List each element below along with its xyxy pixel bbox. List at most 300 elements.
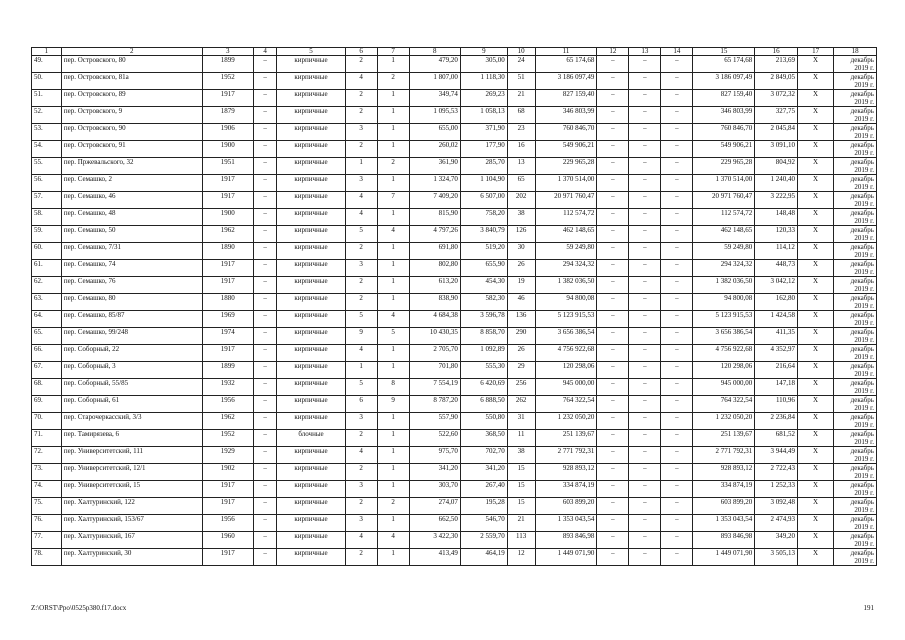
cell-year-built: 1899 (202, 362, 253, 379)
cell-deadline: декабрь 2019 г. (834, 311, 877, 328)
cell-living-area: 269,23 (460, 90, 507, 107)
header-cell-col-14: 14 (661, 48, 693, 56)
header-cell-row-number: 1 (32, 48, 62, 56)
cell-floors: 2 (345, 498, 377, 515)
cell-year-built: 1917 (202, 260, 253, 277)
cell-col-13: – (629, 311, 661, 328)
cell-row-number: 58. (32, 209, 62, 226)
cell-cost-total: 112 574,72 (535, 209, 597, 226)
cell-row-number: 73. (32, 464, 62, 481)
cell-col-13: – (629, 175, 661, 192)
cell-residents: 46 (507, 294, 535, 311)
cell-living-area: 305,00 (460, 56, 507, 73)
cell-total-area: 691,80 (409, 243, 460, 260)
cell-residents: 262 (507, 396, 535, 413)
cell-col-14: – (661, 90, 693, 107)
cell-cost-per-sqm: 3 042,12 (755, 277, 798, 294)
cell-year-built: 1917 (202, 175, 253, 192)
cell-entrances: 1 (377, 481, 409, 498)
header-cell-floors: 6 (345, 48, 377, 56)
table-row (32, 175, 877, 192)
cell-row-number: 49. (32, 56, 62, 73)
cell-wall-material: кирпичные (277, 447, 345, 464)
header-cell-cost-total: 11 (535, 48, 597, 56)
cell-row-number: 54. (32, 141, 62, 158)
cell-col-12: – (597, 464, 629, 481)
cell-cost-summary: 462 148,65 (693, 226, 755, 243)
cell-living-area: 519,20 (460, 243, 507, 260)
cell-living-area: 1 058,13 (460, 107, 507, 124)
cell-col-13: – (629, 481, 661, 498)
cell-deadline: декабрь 2019 г. (834, 379, 877, 396)
cell-cost-summary: 2 771 792,31 (693, 447, 755, 464)
cell-floors: 4 (345, 447, 377, 464)
cell-col-4: – (253, 175, 276, 192)
cell-floors: 2 (345, 294, 377, 311)
cell-cost-summary: 229 965,28 (693, 158, 755, 175)
cell-entrances: 8 (377, 379, 409, 396)
cell-cost-total: 945 000,00 (535, 379, 597, 396)
cell-total-area: 8 787,20 (409, 396, 460, 413)
cell-wall-material: кирпичные (277, 294, 345, 311)
cell-cost-total: 20 971 760,47 (535, 192, 597, 209)
cell-entrances: 1 (377, 56, 409, 73)
cell-address: пер. Островского, 81а (61, 73, 202, 90)
cell-living-area: 3 596,78 (460, 311, 507, 328)
cell-floors: 3 (345, 515, 377, 532)
cell-row-number: 68. (32, 379, 62, 396)
cell-wall-material: кирпичные (277, 362, 345, 379)
cell-method-mark: X (797, 396, 833, 413)
cell-entrances: 9 (377, 396, 409, 413)
cell-floors: 2 (345, 56, 377, 73)
cell-cost-per-sqm: 448,73 (755, 260, 798, 277)
cell-cost-per-sqm: 148,48 (755, 209, 798, 226)
cell-cost-total: 1 232 050,20 (535, 413, 597, 430)
table-row (32, 362, 877, 379)
cell-year-built: 1890 (202, 243, 253, 260)
cell-floors: 2 (345, 549, 377, 566)
cell-year-built: 1960 (202, 532, 253, 549)
cell-year-built: 1974 (202, 328, 253, 345)
cell-cost-summary: 945 000,00 (693, 379, 755, 396)
cell-col-13: – (629, 141, 661, 158)
cell-row-number: 56. (32, 175, 62, 192)
cell-address: пер. Соборный, 55/85 (61, 379, 202, 396)
cell-method-mark: X (797, 90, 833, 107)
cell-year-built: 1879 (202, 107, 253, 124)
cell-row-number: 74. (32, 481, 62, 498)
page-number: 191 (863, 604, 874, 612)
header-cell-address: 2 (61, 48, 202, 56)
cell-wall-material: кирпичные (277, 141, 345, 158)
cell-col-14: – (661, 56, 693, 73)
cell-col-12: – (597, 345, 629, 362)
cell-entrances: 1 (377, 413, 409, 430)
cell-cost-total: 59 249,80 (535, 243, 597, 260)
cell-col-13: – (629, 362, 661, 379)
cell-method-mark: X (797, 379, 833, 396)
cell-wall-material: кирпичные (277, 107, 345, 124)
cell-living-area: 1 092,89 (460, 345, 507, 362)
cell-deadline: декабрь 2019 г. (834, 328, 877, 345)
cell-address: пер. Семашко, 85/87 (61, 311, 202, 328)
cell-deadline: декабрь 2019 г. (834, 175, 877, 192)
cell-cost-per-sqm: 110,96 (755, 396, 798, 413)
housing-register-table (31, 47, 877, 566)
header-cell-entrances: 7 (377, 48, 409, 56)
table-row (32, 107, 877, 124)
cell-row-number: 78. (32, 549, 62, 566)
cell-col-4: – (253, 532, 276, 549)
cell-method-mark: X (797, 124, 833, 141)
cell-cost-per-sqm: 3 092,48 (755, 498, 798, 515)
cell-entrances: 2 (377, 73, 409, 90)
cell-wall-material: кирпичные (277, 243, 345, 260)
cell-deadline: декабрь 2019 г. (834, 243, 877, 260)
cell-col-12: – (597, 90, 629, 107)
cell-year-built: 1952 (202, 430, 253, 447)
cell-col-13: – (629, 158, 661, 175)
cell-col-12: – (597, 209, 629, 226)
cell-address: пер. Халтуринский, 167 (61, 532, 202, 549)
cell-year-built: 1962 (202, 226, 253, 243)
cell-col-14: – (661, 447, 693, 464)
cell-address: пер. Семашко, 74 (61, 260, 202, 277)
cell-cost-summary: 827 159,40 (693, 90, 755, 107)
cell-col-12: – (597, 498, 629, 515)
cell-col-12: – (597, 447, 629, 464)
cell-cost-per-sqm: 3 944,49 (755, 447, 798, 464)
cell-row-number: 76. (32, 515, 62, 532)
table-row (32, 549, 877, 566)
table-row (32, 413, 877, 430)
cell-deadline: декабрь 2019 г. (834, 192, 877, 209)
cell-deadline: декабрь 2019 г. (834, 73, 877, 90)
cell-wall-material: кирпичные (277, 192, 345, 209)
cell-living-area: 454,30 (460, 277, 507, 294)
cell-address: пер. Халтуринский, 30 (61, 549, 202, 566)
cell-cost-total: 334 874,19 (535, 481, 597, 498)
cell-living-area: 582,30 (460, 294, 507, 311)
cell-year-built: 1917 (202, 498, 253, 515)
header-cell-col-12: 12 (597, 48, 629, 56)
cell-entrances: 1 (377, 277, 409, 294)
cell-col-13: – (629, 379, 661, 396)
cell-address: пер. Старочеркасский, 3/3 (61, 413, 202, 430)
table-row (32, 311, 877, 328)
cell-cost-total: 229 965,28 (535, 158, 597, 175)
cell-address: пер. Островского, 80 (61, 56, 202, 73)
cell-cost-summary: 5 123 915,53 (693, 311, 755, 328)
cell-total-area: 7 409,20 (409, 192, 460, 209)
cell-cost-total: 462 148,65 (535, 226, 597, 243)
cell-col-4: – (253, 396, 276, 413)
cell-living-area: 371,90 (460, 124, 507, 141)
cell-year-built: 1917 (202, 90, 253, 107)
cell-method-mark: X (797, 447, 833, 464)
cell-cost-total: 120 298,06 (535, 362, 597, 379)
cell-residents: 68 (507, 107, 535, 124)
cell-col-13: – (629, 56, 661, 73)
cell-floors: 2 (345, 141, 377, 158)
cell-residents: 13 (507, 158, 535, 175)
cell-cost-summary: 294 324,32 (693, 260, 755, 277)
cell-living-area: 555,30 (460, 362, 507, 379)
cell-method-mark: X (797, 192, 833, 209)
cell-address: пер. Островского, 91 (61, 141, 202, 158)
cell-col-14: – (661, 158, 693, 175)
cell-method-mark: X (797, 158, 833, 175)
cell-wall-material: кирпичные (277, 481, 345, 498)
cell-method-mark: X (797, 413, 833, 430)
cell-total-area: 557,90 (409, 413, 460, 430)
table-row (32, 243, 877, 260)
cell-col-13: – (629, 532, 661, 549)
cell-col-14: – (661, 549, 693, 566)
cell-deadline: декабрь 2019 г. (834, 158, 877, 175)
cell-method-mark: X (797, 532, 833, 549)
cell-row-number: 50. (32, 73, 62, 90)
header-cell-col-4: 4 (253, 48, 276, 56)
cell-cost-summary: 928 893,12 (693, 464, 755, 481)
cell-col-14: – (661, 396, 693, 413)
cell-cost-total: 764 322,54 (535, 396, 597, 413)
cell-wall-material: кирпичные (277, 175, 345, 192)
cell-year-built: 1917 (202, 549, 253, 566)
cell-method-mark: X (797, 56, 833, 73)
cell-cost-summary: 65 174,68 (693, 56, 755, 73)
cell-total-area: 4 684,38 (409, 311, 460, 328)
cell-entrances: 4 (377, 226, 409, 243)
cell-col-12: – (597, 396, 629, 413)
cell-address: пер. Семашко, 46 (61, 192, 202, 209)
cell-col-4: – (253, 260, 276, 277)
cell-deadline: декабрь 2019 г. (834, 294, 877, 311)
cell-cost-per-sqm: 1 252,33 (755, 481, 798, 498)
cell-floors: 3 (345, 124, 377, 141)
cell-method-mark: X (797, 107, 833, 124)
cell-col-14: – (661, 294, 693, 311)
table-row (32, 294, 877, 311)
cell-col-13: – (629, 447, 661, 464)
cell-wall-material: кирпичные (277, 277, 345, 294)
cell-col-12: – (597, 107, 629, 124)
cell-entrances: 1 (377, 124, 409, 141)
cell-cost-summary: 1 232 050,20 (693, 413, 755, 430)
cell-residents: 24 (507, 56, 535, 73)
cell-method-mark: X (797, 226, 833, 243)
cell-address: пер. Тамирязева, 6 (61, 430, 202, 447)
header-cell-year-built: 3 (202, 48, 253, 56)
cell-cost-summary: 120 298,06 (693, 362, 755, 379)
cell-address: пер. Семашко, 50 (61, 226, 202, 243)
cell-cost-per-sqm: 1 424,58 (755, 311, 798, 328)
cell-residents: 16 (507, 141, 535, 158)
cell-col-14: – (661, 192, 693, 209)
cell-deadline: декабрь 2019 г. (834, 226, 877, 243)
cell-residents: 26 (507, 260, 535, 277)
cell-wall-material: кирпичные (277, 260, 345, 277)
cell-floors: 4 (345, 209, 377, 226)
cell-deadline: декабрь 2019 г. (834, 345, 877, 362)
cell-total-area: 613,20 (409, 277, 460, 294)
table-row (32, 481, 877, 498)
cell-col-14: – (661, 226, 693, 243)
cell-cost-total: 346 803,99 (535, 107, 597, 124)
cell-living-area: 267,40 (460, 481, 507, 498)
cell-residents: 31 (507, 413, 535, 430)
cell-total-area: 7 554,19 (409, 379, 460, 396)
cell-cost-summary: 334 874,19 (693, 481, 755, 498)
table-row (32, 90, 877, 107)
cell-entrances: 1 (377, 243, 409, 260)
cell-year-built: 1917 (202, 345, 253, 362)
header-cell-method-mark: 17 (797, 48, 833, 56)
cell-entrances: 1 (377, 260, 409, 277)
cell-floors: 4 (345, 532, 377, 549)
cell-deadline: декабрь 2019 г. (834, 209, 877, 226)
cell-col-4: – (253, 107, 276, 124)
cell-col-14: – (661, 345, 693, 362)
cell-col-4: – (253, 311, 276, 328)
cell-col-12: – (597, 311, 629, 328)
cell-living-area: 2 559,70 (460, 532, 507, 549)
cell-cost-total: 549 906,21 (535, 141, 597, 158)
cell-col-12: – (597, 362, 629, 379)
header-cell-deadline: 18 (834, 48, 877, 56)
cell-residents: 26 (507, 345, 535, 362)
cell-col-14: – (661, 243, 693, 260)
cell-year-built: 1917 (202, 481, 253, 498)
cell-entrances: 1 (377, 362, 409, 379)
cell-col-12: – (597, 549, 629, 566)
header-cell-living-area: 9 (460, 48, 507, 56)
cell-address: пер. Семашко, 48 (61, 209, 202, 226)
cell-col-13: – (629, 498, 661, 515)
cell-col-4: – (253, 192, 276, 209)
table-row (32, 430, 877, 447)
cell-floors: 4 (345, 345, 377, 362)
table-row (32, 515, 877, 532)
cell-total-area: 413,49 (409, 549, 460, 566)
cell-deadline: декабрь 2019 г. (834, 447, 877, 464)
cell-col-13: – (629, 396, 661, 413)
cell-total-area: 10 430,35 (409, 328, 460, 345)
cell-address: пер. Пржевальского, 32 (61, 158, 202, 175)
cell-year-built: 1917 (202, 192, 253, 209)
table-row (32, 73, 877, 90)
cell-residents: 12 (507, 549, 535, 566)
cell-col-4: – (253, 73, 276, 90)
table-row (32, 379, 877, 396)
cell-col-13: – (629, 328, 661, 345)
cell-wall-material: кирпичные (277, 515, 345, 532)
cell-year-built: 1951 (202, 158, 253, 175)
cell-total-area: 341,20 (409, 464, 460, 481)
cell-year-built: 1900 (202, 141, 253, 158)
cell-entrances: 4 (377, 311, 409, 328)
cell-floors: 3 (345, 175, 377, 192)
cell-col-12: – (597, 226, 629, 243)
cell-col-13: – (629, 413, 661, 430)
cell-total-area: 1 807,00 (409, 73, 460, 90)
cell-method-mark: X (797, 243, 833, 260)
cell-year-built: 1929 (202, 447, 253, 464)
cell-floors: 5 (345, 311, 377, 328)
cell-col-4: – (253, 379, 276, 396)
cell-col-14: – (661, 481, 693, 498)
cell-address: пер. Семашко, 7/31 (61, 243, 202, 260)
cell-residents: 19 (507, 277, 535, 294)
cell-residents: 21 (507, 515, 535, 532)
cell-method-mark: X (797, 430, 833, 447)
cell-deadline: декабрь 2019 г. (834, 549, 877, 566)
cell-address: пер. Халтуринский, 122 (61, 498, 202, 515)
cell-wall-material: кирпичные (277, 90, 345, 107)
cell-row-number: 53. (32, 124, 62, 141)
cell-col-12: – (597, 430, 629, 447)
cell-floors: 3 (345, 481, 377, 498)
cell-cost-per-sqm: 3 505,13 (755, 549, 798, 566)
cell-floors: 2 (345, 464, 377, 481)
cell-wall-material: кирпичные (277, 209, 345, 226)
cell-col-13: – (629, 226, 661, 243)
cell-entrances: 1 (377, 447, 409, 464)
cell-cost-summary: 603 899,20 (693, 498, 755, 515)
table-row (32, 447, 877, 464)
cell-col-14: – (661, 413, 693, 430)
cell-col-14: – (661, 175, 693, 192)
cell-cost-summary: 3 656 386,54 (693, 328, 755, 345)
cell-total-area: 349,74 (409, 90, 460, 107)
cell-total-area: 975,70 (409, 447, 460, 464)
cell-year-built: 1900 (202, 209, 253, 226)
cell-cost-total: 294 324,32 (535, 260, 597, 277)
cell-cost-summary: 94 800,08 (693, 294, 755, 311)
cell-col-13: – (629, 464, 661, 481)
cell-cost-per-sqm: 4 352,97 (755, 345, 798, 362)
cell-col-13: – (629, 90, 661, 107)
cell-entrances: 5 (377, 328, 409, 345)
cell-cost-summary: 893 846,98 (693, 532, 755, 549)
cell-col-4: – (253, 413, 276, 430)
cell-method-mark: X (797, 311, 833, 328)
cell-col-14: – (661, 209, 693, 226)
cell-col-4: – (253, 124, 276, 141)
cell-col-4: – (253, 515, 276, 532)
cell-col-4: – (253, 481, 276, 498)
cell-col-4: – (253, 464, 276, 481)
cell-living-area: 6 507,00 (460, 192, 507, 209)
cell-total-area: 2 705,70 (409, 345, 460, 362)
cell-col-12: – (597, 294, 629, 311)
cell-entrances: 1 (377, 464, 409, 481)
cell-col-12: – (597, 175, 629, 192)
table-row (32, 141, 877, 158)
cell-cost-total: 893 846,98 (535, 532, 597, 549)
cell-entrances: 2 (377, 158, 409, 175)
cell-deadline: декабрь 2019 г. (834, 498, 877, 515)
cell-year-built: 1906 (202, 124, 253, 141)
cell-cost-summary: 764 322,54 (693, 396, 755, 413)
cell-entrances: 1 (377, 107, 409, 124)
cell-cost-per-sqm: 411,35 (755, 328, 798, 345)
cell-cost-summary: 59 249,80 (693, 243, 755, 260)
cell-col-12: – (597, 328, 629, 345)
cell-wall-material: кирпичные (277, 56, 345, 73)
cell-cost-total: 94 800,08 (535, 294, 597, 311)
